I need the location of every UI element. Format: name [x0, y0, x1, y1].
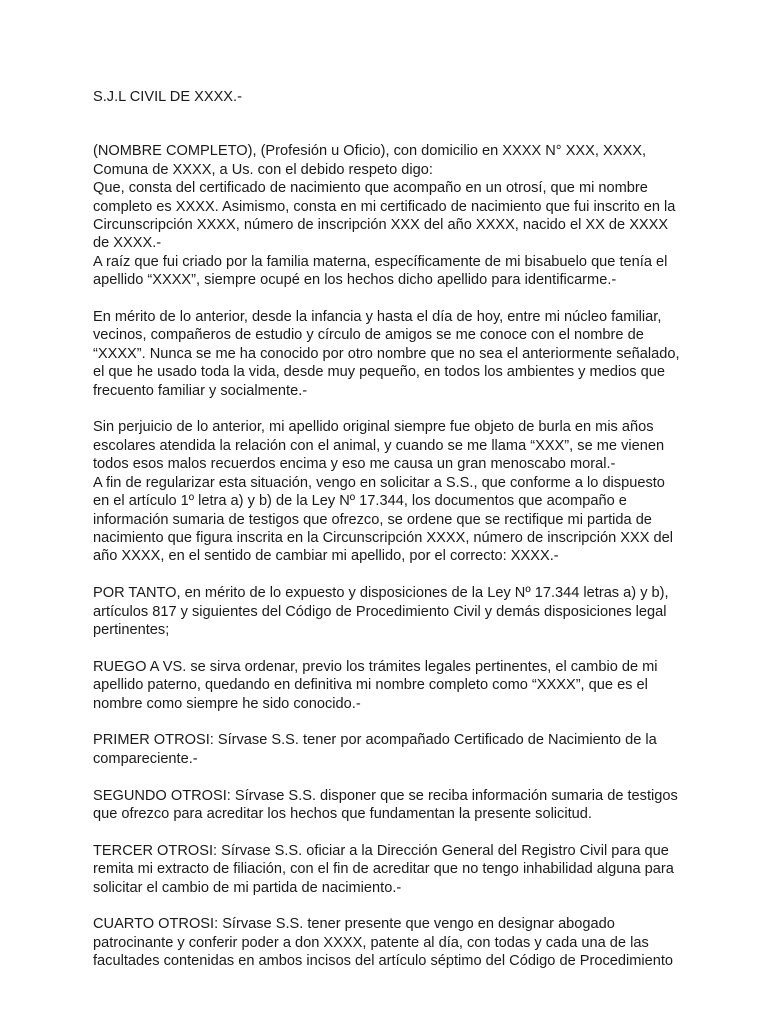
- document-body: [93, 88, 683, 971]
- paragraph-por-tanto: POR TANTO, en mérito de lo expuesto y disposiciones de la Ley Nº 17.344 letras a) y b), artículos 817 y siguientes del Código de Procedimiento Civil y demás disposiciones legal pertinentes;: [93, 585, 669, 638]
- paragraph-request-rectification: A fin de regularizar esta situación, vengo en solicitar a S.S., que conforme a lo dispuesto en el artículo 1º letra a) y b) de la Ley Nº 17.344, los documentos que acompaño e información sumaria de testigos que ofrezco, se ordene que se rectifique mi partida de nacimiento que figura inscrita en la Circunscripción XXXX, número de inscripción XXX del año XXXX, en el sentido de cambiar mi apellido, por el correcto: XXXX.-: [93, 474, 673, 565]
- paragraph-birth-certificate: Que, consta del certificado de nacimiento que acompaño en un otrosí, que mi nombre completo es XXXX. Asimismo, consta en mi certificado de nacimiento que fui inscrito en la Circunscripción XXXX, número de inscripción XXX del año XXXX, nacido el XX de XXXX de XXXX.-: [93, 180, 676, 252]
- paragraph-segundo-otrosi: SEGUNDO OTROSI: Sírvase S.S. disponer que se reciba información sumaria de testigos que ofrezco para acreditar los hechos que fundamentan la presente solicitud.: [93, 787, 678, 822]
- paragraph-cuarto-otrosi: CUARTO OTROSI: Sírvase S.S. tener presente que vengo en designar abogado patrocinante y conferir poder a don XXXX, patente al día, con todas y cada una de las facultades contenidas en ambos incisos del artículo séptimo del Código de Procedimiento: [93, 916, 674, 970]
- paragraph-ruego: RUEGO A VS. se sirva ordenar, previo los trámites legales pertinentes, el cambio de mi apellido paterno, quedando en definitiva mi nombre completo como “XXXX”, que es el nombre como siempre he sido conocido.-: [93, 658, 658, 712]
- paragraph-tercer-otrosi: TERCER OTROSI: Sírvase S.S. oficiar a la Dirección General del Registro Civil para que remita mi extracto de filiación, con el fin de acreditar que no tengo inhabilidad alguna para solicitar el cambio de mi partida de nacimiento.-: [93, 842, 674, 896]
- paragraph-primer-otrosi: PRIMER OTROSI: Sírvase S.S. tener por acompañado Certificado de Nacimiento de la compareciente.-: [93, 732, 657, 767]
- paragraph-family-surname: A raíz que fui criado por la familia materna, específicamente de mi bisabuelo que tenía el apellido “XXXX”, siempre ocupé en los hechos dicho apellido para identificarme.-: [93, 253, 668, 289]
- paragraph-intro: (NOMBRE COMPLETO), (Profesión u Oficio), con domicilio en XXXX N° XXX, XXXX, Comuna de XXXX, a Us. con el debido respeto digo:: [93, 143, 647, 178]
- document-heading: S.J.L CIVIL DE XXXX.-: [93, 89, 242, 105]
- paragraph-mockery: Sin perjuicio de lo anterior, mi apellido original siempre fue objeto de burla en mis años escolares atendida la relación con el animal, y cuando se me llama “XXX”, se me vienen todos esos malos recuerdos encima y eso me causa un gran menoscabo moral.-: [93, 419, 665, 473]
- paragraph-known-name: En mérito de lo anterior, desde la infancia y hasta el día de hoy, entre mi núcleo familiar, vecinos, compañeros de estudio y círculo de amigos se me conoce con el nombre de “XXXX”. Nunca se me ha conocido por otro nombre que no sea el anteriormente señalado, el que he usado toda la vida, desde muy pequeño, en todos los ambientes y medios que frecuento familiar y socialmente.-: [93, 309, 680, 399]
